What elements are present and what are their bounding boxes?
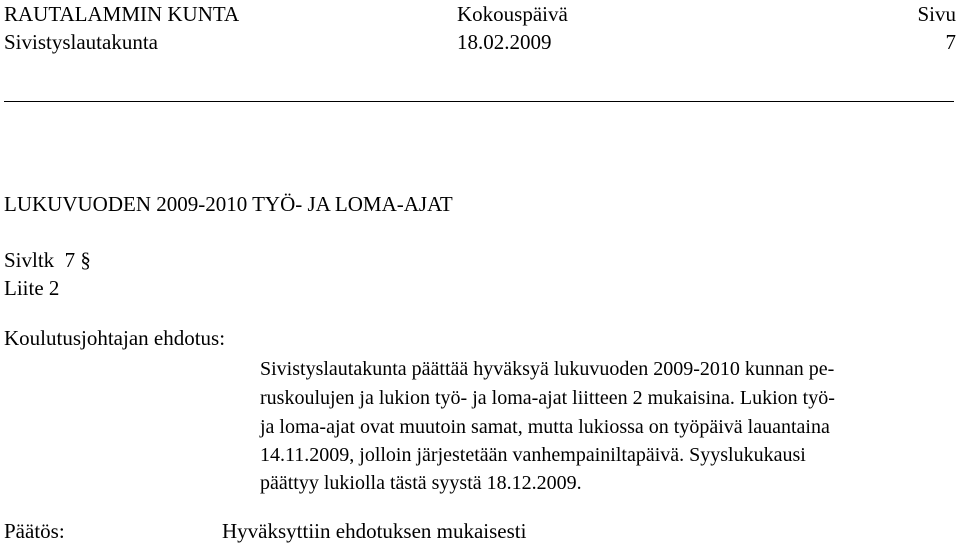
proposal-line: päättyy lukiolla tästä syystä 18.12.2009.: [260, 472, 582, 494]
proposal-line: 14.11.2009, jolloin järjestetään vanhempainiltapäivä. Syyslukukausi: [260, 444, 806, 466]
board-name: Sivistyslautakunta: [4, 30, 158, 54]
decision-text: Hyväksyttiin ehdotuksen mukaisesti: [222, 519, 527, 543]
attachment-reference: Liite 2: [4, 276, 60, 300]
proposal-label: Koulutusjohtajan ehdotus:: [4, 326, 226, 350]
proposal-line: ruskoulujen ja lukion työ- ja loma-ajat liitteen 2 mukaisina. Lukion työ-: [260, 387, 835, 409]
page-number: 7: [945, 30, 956, 54]
document-title: LUKUVUODEN 2009-2010 TYÖ- JA LOMA-AJAT: [4, 192, 453, 216]
meeting-label: Kokouspäivä: [457, 2, 568, 26]
proposal-line: Sivistyslautakunta päättää hyväksyä lukuvuoden 2009-2010 kunnan pe-: [260, 358, 835, 380]
decision-label: Päätös:: [4, 519, 65, 543]
header-divider: [4, 101, 954, 102]
meeting-date: 18.02.2009: [457, 30, 552, 54]
page-label: Sivu: [917, 2, 956, 26]
section-reference: Sivltk 7 §: [4, 248, 91, 272]
org-name: RAUTALAMMIN KUNTA: [4, 2, 240, 26]
proposal-line: ja loma-ajat ovat muutoin samat, mutta lukiossa on työpäivä lauantaina: [260, 416, 830, 438]
